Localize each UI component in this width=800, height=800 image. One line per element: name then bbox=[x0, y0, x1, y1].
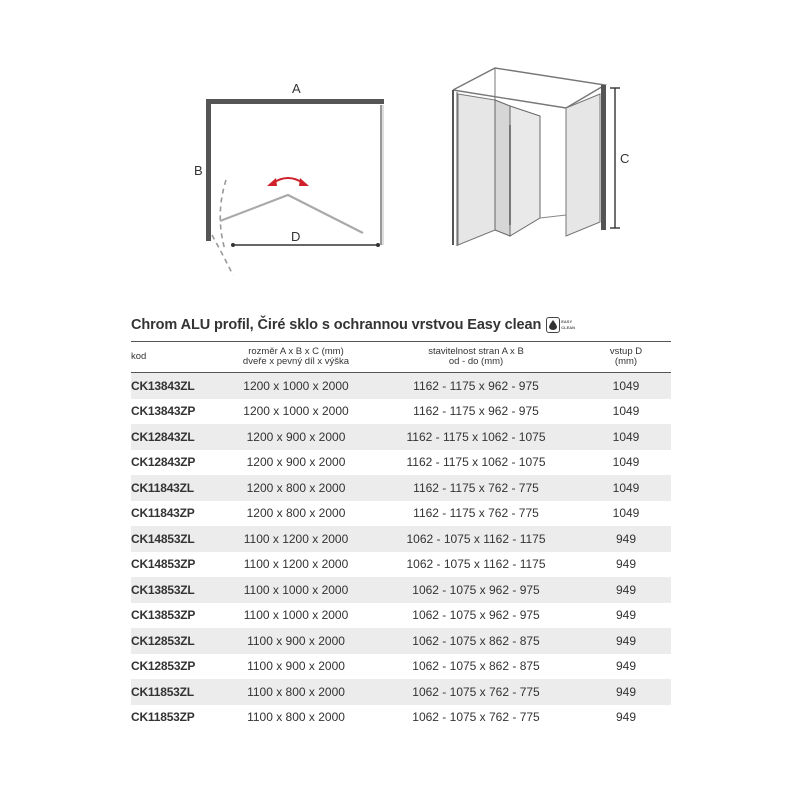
row-code: CK11853ZL bbox=[131, 684, 194, 699]
row-adjustability: 1162 - 1175 x 962 - 975 bbox=[413, 378, 539, 393]
row-entry-width: 1049 bbox=[612, 404, 640, 419]
table-row bbox=[131, 577, 671, 603]
table-row bbox=[131, 373, 671, 399]
row-code: CK13853ZL bbox=[131, 582, 195, 597]
row-adjustability: 1162 - 1175 x 962 - 975 bbox=[413, 404, 539, 419]
row-adjustability: 1062 - 1075 x 962 - 975 bbox=[412, 608, 540, 623]
row-code: CK11843ZP bbox=[131, 506, 195, 521]
row-entry-width: 949 bbox=[615, 684, 637, 699]
row-dimensions: 1200 x 800 x 2000 bbox=[246, 506, 346, 521]
row-entry-width: 949 bbox=[615, 633, 637, 648]
wall-b bbox=[206, 99, 211, 241]
row-entry-width: 1049 bbox=[612, 455, 640, 470]
table-row bbox=[131, 552, 671, 578]
row-adjustability: 1162 - 1175 x 1062 - 1075 bbox=[406, 429, 546, 444]
table-row bbox=[131, 424, 671, 450]
table-row bbox=[131, 526, 671, 552]
row-adjustability: 1062 - 1075 x 1162 - 1175 bbox=[406, 531, 546, 546]
right-glass bbox=[566, 94, 600, 236]
header-dims-line1: rozměr A x B x C (mm) bbox=[248, 346, 344, 357]
door-leaf-1 bbox=[495, 100, 510, 236]
table-row bbox=[131, 399, 671, 425]
row-code: CK12843ZL bbox=[131, 429, 195, 444]
door-leaf-2 bbox=[510, 106, 540, 236]
row-code: CK11853ZP bbox=[131, 710, 195, 725]
row-dimensions: 1200 x 1000 x 2000 bbox=[243, 378, 349, 393]
header-adjust-line2: od - do (mm) bbox=[448, 356, 504, 367]
row-code: CK13843ZL bbox=[131, 378, 195, 393]
product-table bbox=[131, 341, 671, 730]
table-row bbox=[131, 705, 671, 731]
row-code: CK13843ZP bbox=[131, 404, 196, 419]
header-entry-line1: vstup D bbox=[609, 346, 643, 357]
row-adjustability: 1062 - 1075 x 962 - 975 bbox=[412, 582, 540, 597]
header-entry-line2: (mm) bbox=[614, 356, 638, 367]
header-adjust bbox=[371, 347, 581, 367]
table-row bbox=[131, 679, 671, 705]
label-d: D bbox=[291, 229, 301, 244]
row-entry-width: 949 bbox=[615, 531, 637, 546]
swing-arrow-head-right bbox=[299, 178, 309, 186]
row-dimensions: 1100 x 800 x 2000 bbox=[247, 684, 345, 699]
title-row bbox=[131, 314, 691, 336]
row-code: CK13853ZP bbox=[131, 608, 196, 623]
row-code: CK14853ZL bbox=[131, 531, 195, 546]
table-title: Chrom ALU profil, Čiré sklo s ochrannou vrstvou Easy clean bbox=[131, 317, 542, 333]
dim-d-end-right bbox=[376, 243, 380, 247]
row-dimensions: 1100 x 1000 x 2000 bbox=[243, 608, 349, 623]
table-row bbox=[131, 603, 671, 629]
right-profile bbox=[601, 85, 606, 230]
header-adjust-line1: stavitelnost stran A x B bbox=[428, 346, 524, 357]
row-entry-width: 949 bbox=[615, 659, 637, 674]
swing-dashed-1 bbox=[220, 180, 226, 250]
header-dims bbox=[221, 347, 371, 367]
row-adjustability: 1062 - 1075 x 762 - 775 bbox=[412, 684, 540, 699]
row-dimensions: 1100 x 900 x 2000 bbox=[247, 633, 345, 648]
row-dimensions: 1100 x 1200 x 2000 bbox=[243, 557, 349, 572]
wall-a bbox=[206, 99, 384, 104]
table-row bbox=[131, 450, 671, 476]
dim-d-end-left bbox=[231, 243, 235, 247]
table-row bbox=[131, 628, 671, 654]
table-row bbox=[131, 475, 671, 501]
water-drop-icon bbox=[546, 317, 560, 333]
row-entry-width: 949 bbox=[615, 557, 637, 572]
row-adjustability: 1162 - 1175 x 762 - 775 bbox=[413, 480, 539, 495]
row-code: CK12843ZP bbox=[131, 455, 196, 470]
row-dimensions: 1100 x 1200 x 2000 bbox=[243, 531, 349, 546]
table-body bbox=[131, 373, 671, 730]
easy-clean-text: EASY CLEAN bbox=[561, 319, 576, 330]
row-code: CK12853ZL bbox=[131, 633, 195, 648]
swing-arrow bbox=[273, 178, 303, 183]
row-entry-width: 949 bbox=[615, 608, 637, 623]
row-entry-width: 949 bbox=[615, 582, 637, 597]
folded-doors bbox=[220, 195, 363, 233]
easy-clean-badge bbox=[546, 317, 575, 333]
table-row bbox=[131, 654, 671, 680]
row-code: CK12853ZP bbox=[131, 659, 196, 674]
table-row bbox=[131, 501, 671, 527]
row-entry-width: 1049 bbox=[612, 480, 640, 495]
swing-dashed-2 bbox=[212, 235, 233, 275]
row-entry-width: 949 bbox=[615, 710, 637, 725]
row-dimensions: 1100 x 1000 x 2000 bbox=[243, 582, 349, 597]
row-dimensions: 1100 x 900 x 2000 bbox=[247, 659, 345, 674]
row-dimensions: 1200 x 800 x 2000 bbox=[246, 480, 346, 495]
row-adjustability: 1062 - 1075 x 1162 - 1175 bbox=[406, 557, 546, 572]
row-code: CK11843ZL bbox=[131, 480, 194, 495]
header-entry bbox=[581, 347, 671, 367]
perspective-diagram bbox=[440, 60, 650, 270]
row-code: CK14853ZP bbox=[131, 557, 196, 572]
swing-arrow-head-left bbox=[267, 178, 277, 186]
row-entry-width: 1049 bbox=[612, 378, 640, 393]
row-adjustability: 1062 - 1075 x 862 - 875 bbox=[412, 659, 540, 674]
row-adjustability: 1162 - 1175 x 762 - 775 bbox=[413, 506, 539, 521]
row-entry-width: 1049 bbox=[612, 506, 640, 521]
header-code: kod bbox=[131, 351, 147, 362]
header-dims-line2: dveře x pevný díl x výška bbox=[242, 356, 350, 367]
row-adjustability: 1062 - 1075 x 862 - 875 bbox=[412, 633, 540, 648]
row-adjustability: 1062 - 1075 x 762 - 775 bbox=[412, 710, 540, 725]
label-a: A bbox=[292, 81, 301, 96]
plan-diagram bbox=[185, 75, 395, 285]
row-entry-width: 1049 bbox=[612, 429, 640, 444]
label-c: C bbox=[620, 151, 630, 166]
row-dimensions: 1200 x 900 x 2000 bbox=[246, 429, 346, 444]
label-b: B bbox=[194, 163, 203, 178]
table-header bbox=[131, 342, 671, 373]
left-glass bbox=[458, 94, 495, 245]
row-dimensions: 1200 x 900 x 2000 bbox=[246, 455, 346, 470]
row-adjustability: 1162 - 1175 x 1062 - 1075 bbox=[406, 455, 546, 470]
row-dimensions: 1200 x 1000 x 2000 bbox=[243, 404, 349, 419]
row-dimensions: 1100 x 800 x 2000 bbox=[247, 710, 345, 725]
